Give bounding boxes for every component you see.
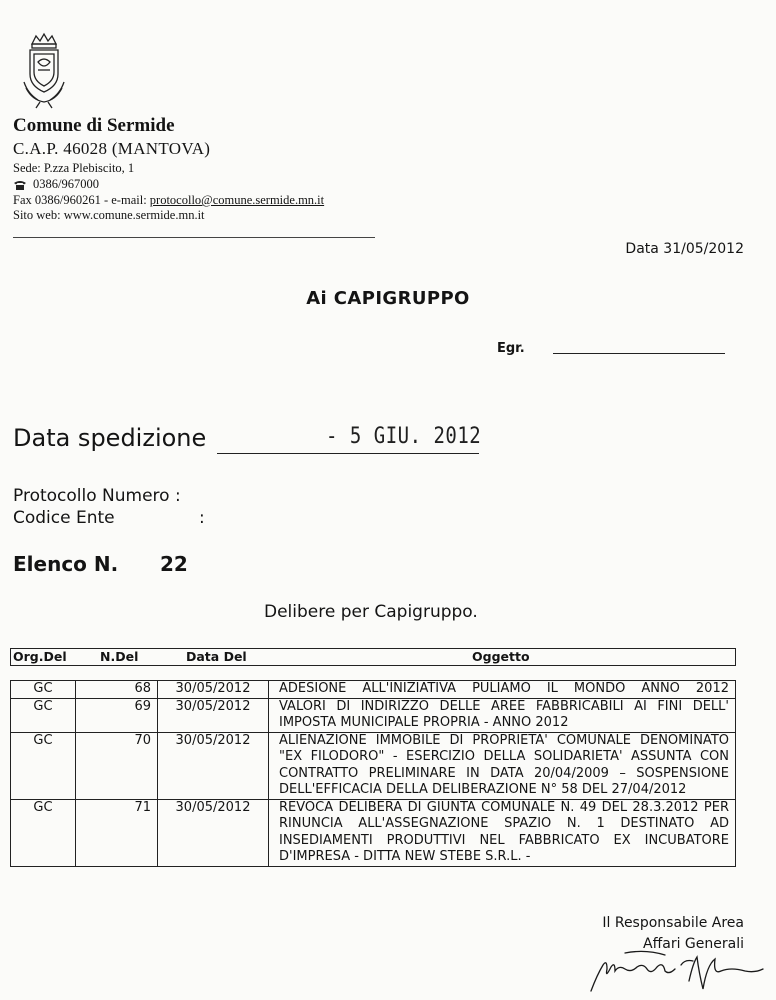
cell-data-del: 30/05/2012 <box>158 698 269 732</box>
entity-code-text: Codice Ente <box>13 508 115 528</box>
protocol-number-label: Protocollo Numero : <box>13 486 181 506</box>
header-divider <box>13 237 375 238</box>
cell-data-del: 30/05/2012 <box>158 681 269 699</box>
cell-org-del: GC <box>11 698 76 732</box>
website-line: Sito web: www.comune.sermide.mn.it <box>13 208 205 222</box>
shipping-date-label: Data spedizione <box>13 424 207 452</box>
table-row <box>11 681 736 699</box>
cell-data-del: 30/05/2012 <box>158 732 269 799</box>
table-row <box>11 732 736 799</box>
signatory-title-line2: Affari Generali <box>643 936 744 952</box>
phone-number: 0386/967000 <box>33 177 99 191</box>
cell-n-del: 71 <box>76 799 158 866</box>
office-address: Sede: P.zza Plebiscito, 1 <box>13 161 135 175</box>
handwritten-signature <box>585 945 765 995</box>
organization-name: Comune di Sermide <box>13 115 175 136</box>
cell-oggetto: ALIENAZIONE IMMOBILE DI PROPRIETA' COMUNALE DENOMINATO "EX FILODORO" - ESERCIZIO DELLA SOLIDARIETA' ASSUNTA CON CONTRATTO PRELIMINARE IN DATA 20/04/2009 – SOSPENSIONE DELL'EFFICACIA DELLA DELIBERAZIONE N° 58 DEL 27/04/2012 <box>269 732 736 799</box>
cell-oggetto: REVOCA DELIBERA DI GIUNTA COMUNALE N. 49 DEL 28.3.2012 PER RINUNCIA ALL'ASSEGNAZIONE SPAZIO N. 1 DESTINATO AD INSEDIAMENTI PRODUTTIVI NEL FABBRICATO EX INCUBATORE D'IMPRESA - DITTA NEW STEBE S.R.L. - <box>269 799 736 866</box>
header-n-del: N.Del <box>100 649 139 664</box>
header-org-del: Org.Del <box>13 649 67 664</box>
table-header <box>10 648 736 666</box>
shipping-date-stamp: - 5 GIU. 2012 <box>326 423 482 449</box>
cell-org-del: GC <box>11 799 76 866</box>
postal-code-line: C.A.P. 46028 (MANTOVA) <box>13 139 211 158</box>
municipal-crest-icon <box>18 30 70 110</box>
egr-blank-line <box>553 353 725 354</box>
cell-n-del: 69 <box>76 698 158 732</box>
cell-data-del: 30/05/2012 <box>158 799 269 866</box>
entity-code-colon: : <box>199 508 205 528</box>
email-link[interactable]: protocollo@comune.sermide.mn.it <box>149 193 325 207</box>
addressee-title: Ai CAPIGRUPPO <box>306 288 470 309</box>
cell-n-del: 70 <box>76 732 158 799</box>
phone-line <box>13 177 99 192</box>
entity-code-label <box>13 508 205 528</box>
list-number-label: Elenco N. <box>13 552 119 576</box>
table-row <box>11 698 736 732</box>
document-date: Data 31/05/2012 <box>625 241 744 257</box>
cell-oggetto: VALORI DI INDIRIZZO DELLE AREE FABBRICABILI AI FINI DELL' IMPOSTA MUNICIPALE PROPRIA - ANNO 2012 <box>269 698 736 732</box>
header-data-del: Data Del <box>186 649 247 664</box>
list-number-value: 22 <box>160 552 188 576</box>
header-oggetto: Oggetto <box>472 649 530 664</box>
cell-org-del: GC <box>11 732 76 799</box>
table-row <box>11 799 736 866</box>
signatory-title-line1: Il Responsabile Area <box>602 915 744 931</box>
deliberations-table <box>10 680 736 867</box>
egr-label: Egr. <box>497 341 525 356</box>
cell-oggetto: ADESIONE ALL'INIZIATIVA PULIAMO IL MONDO ANNO 2012 <box>269 681 736 699</box>
shipping-date-line <box>217 453 479 454</box>
list-subtitle: Delibere per Capigruppo. <box>264 602 478 622</box>
cell-org-del: GC <box>11 681 76 699</box>
fax-number: Fax 0386/960261 - e-mail: <box>13 193 150 207</box>
fax-email-line <box>13 193 324 208</box>
phone-icon <box>13 180 27 190</box>
cell-n-del: 68 <box>76 681 158 699</box>
